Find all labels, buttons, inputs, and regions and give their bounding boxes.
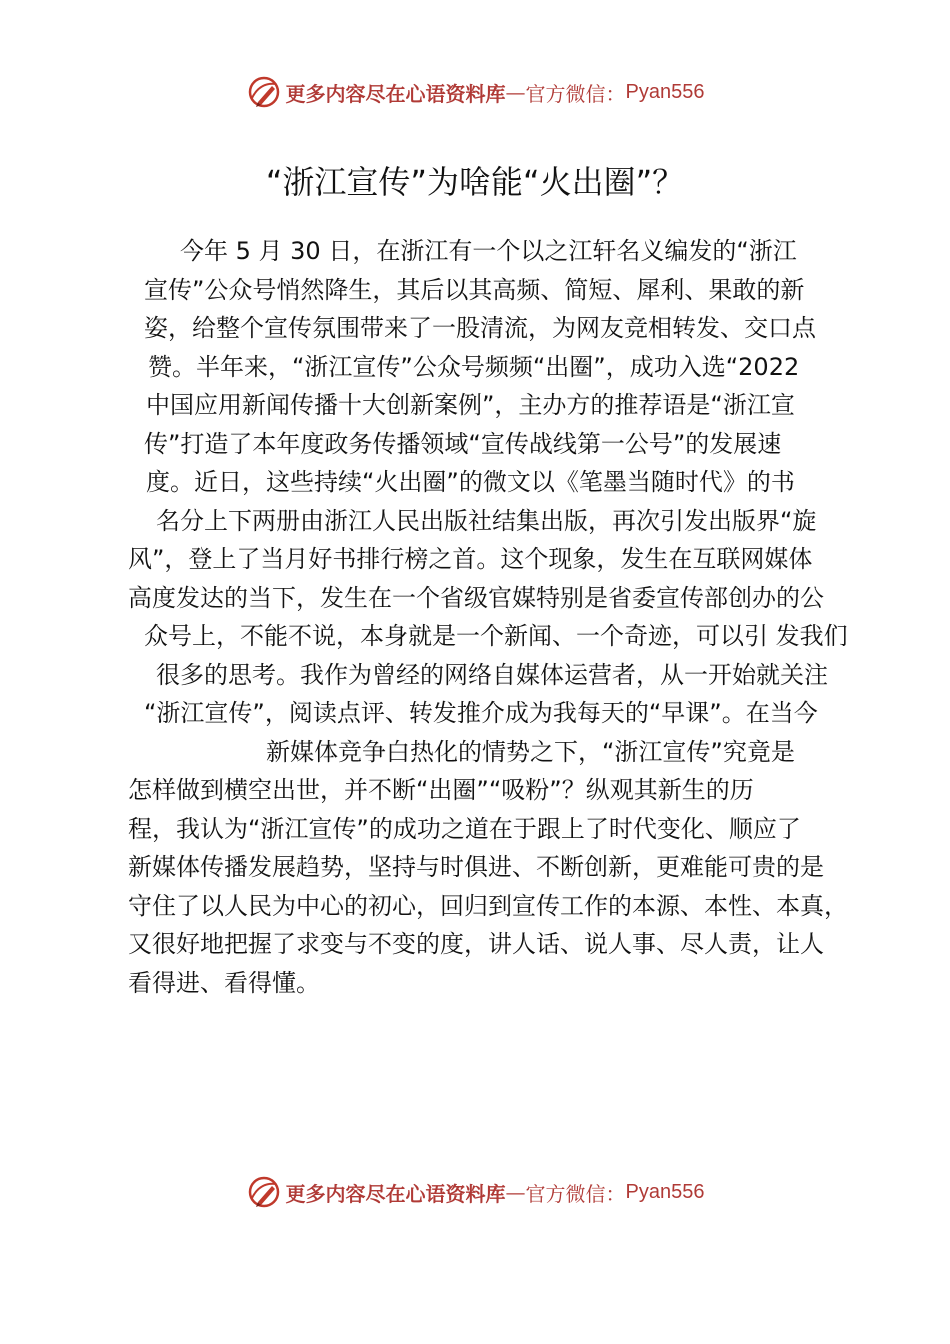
body-line: 赞。半年来，“浙江宣传”公众号频频“出圈”，成功入选“2022 [148,352,800,381]
banner-source-text: 更多内容尽在心语资料库 [285,1181,506,1206]
body-line: 风”，登上了当月好书排行榜之首。这个现象，发生在互联网媒体 [128,545,813,573]
body-line: “浙江宣传”，阅读点评、转发推介成为我每天的“早课”。在当今 [144,699,818,727]
body-line: 名分上下两册由浙江人民出版社结集出版，再次引发出版界“旋 [156,506,817,535]
body-line: 宣传”公众号悄然降生，其后以其高频、简短、犀利、果敢的新 [144,275,805,304]
body-line: 姿，给整个宣传氛围带来了一股清流，为网友竞相转发、交口点 [144,314,816,342]
body-line: 度。近日，这些持续“火出圈”的微文以《笔墨当随时代》的书 [146,468,795,496]
body-line: 传”打造了本年度政务传播领域“宣传战线第一公号”的发展速 [144,429,782,458]
body-line: 看得进、看得懂。 [128,968,320,997]
body-line: 守住了以人民为中心的初心，回归到宣传工作的本源、本性、本真， [128,891,848,920]
banner-wechat-id: Pyan556 [625,80,705,103]
article-body [128,232,848,1002]
body-line: 又很好地把握了求变与不变的度，讲人话、说人事、尽人责，让人 [128,930,824,958]
banner-dash: — [505,1180,526,1204]
body-line: 新媒体竞争白热化的情势之下，“浙江宣传”究竟是 [266,737,795,766]
body-line: 今年 5 月 30 日，在浙江有一个以之江轩名义编发的“浙江 [180,237,797,265]
banner-dash: — [505,80,526,104]
body-line: 高度发达的当下，发生在一个省级官媒特别是省委宣传部创办的公 [128,583,824,612]
body-line: 新媒体传播发展趋势，坚持与时俱进、不断创新，更难能可贵的是 [128,853,824,881]
banner-wechat-label: 官方微信： [525,81,626,106]
body-line: 很多的思考。我作为曾经的网络自媒体运营者，从一开始就关注 [156,660,828,689]
banner-source-text: 更多内容尽在心语资料库 [285,81,506,106]
pen-logo-icon [246,74,282,110]
body-line: 怎样做到横空出世，并不断“出圈”“吸粉”？纵观其新生的历 [128,776,754,804]
body-line: 众号上，不能不说，本身就是一个新闻、一个奇迹，可以引 发我们 [144,622,848,650]
page-title: “浙江宣传”为啥能“火出圈”？ [265,163,685,201]
body-line: 程，我认为“浙江宣传”的成功之道在于跟上了时代变化、顺应了 [128,814,801,843]
body-line: 中国应用新闻传播十大创新案例”，主办方的推荐语是“浙江宣 [146,391,795,419]
banner-wechat-label: 官方微信： [525,1181,626,1206]
footer-banner [0,1172,950,1212]
banner-wechat-id: Pyan556 [625,1180,705,1203]
pen-logo-icon [246,1174,282,1210]
header-banner [0,72,950,112]
